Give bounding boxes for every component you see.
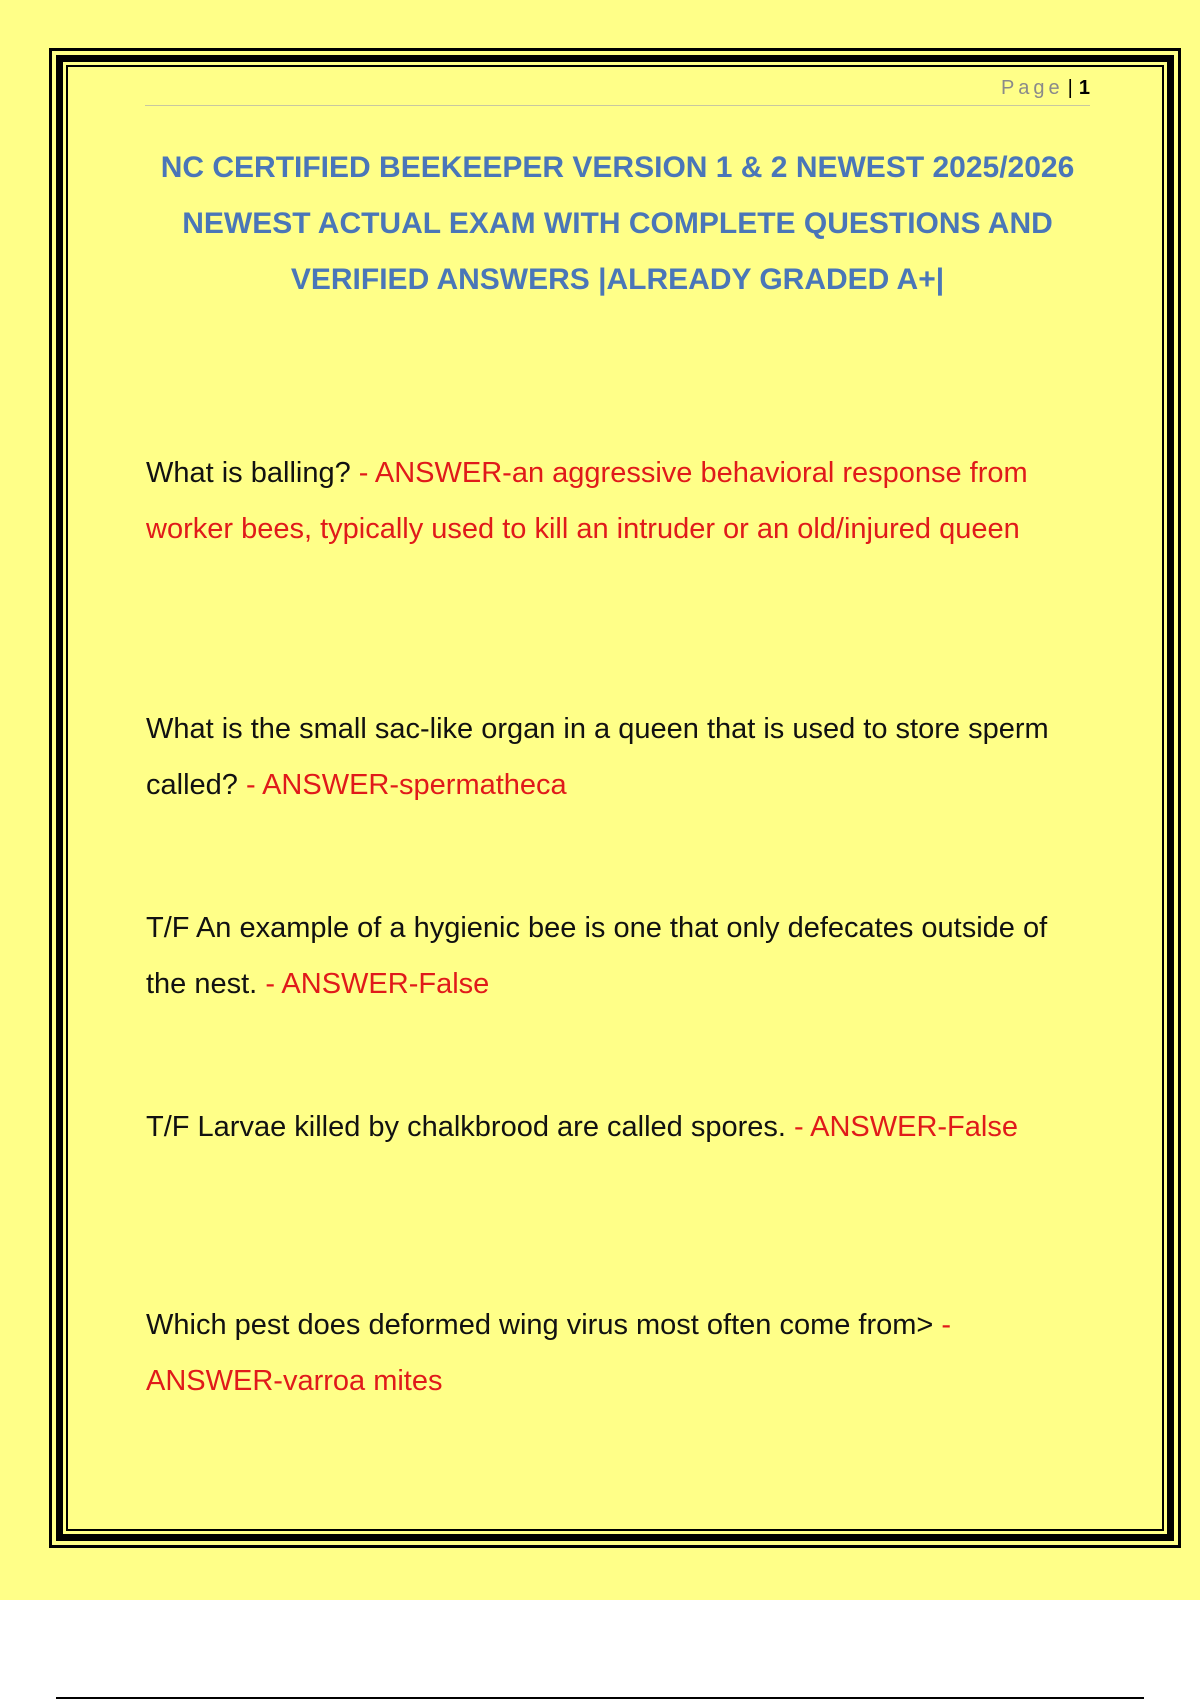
page-header [145,72,1090,106]
answer-text: - ANSWER-False [793,1111,1018,1143]
qa-item [146,701,1076,813]
qa-item [146,900,1076,1012]
question-text: T/F An example of a hygienic bee is one that only defecates outside of the nest. [146,912,1048,1000]
answer-text: - ANSWER-False [265,968,490,1000]
page-separator: | [1067,77,1073,99]
document-title: NC CERTIFIED BEEKEEPER VERSION 1 & 2 NEWEST 2025/2026 NEWEST ACTUAL EXAM WITH COMPLETE QUESTIONS AND VERIFIED ANSWERS |ALREADY GRADED A+| [160,151,1075,296]
answer-text: - ANSWER-spermatheca [245,769,567,801]
question-text: What is the small sac-like organ in a queen that is used to store sperm called? [146,713,1049,801]
answer-text: - ANSWER-an aggressive behavioral response from worker bees, typically used to kill an intruder or an old/injured queen [146,457,1028,545]
question-text: Which pest does deformed wing virus most often come from> [146,1309,942,1341]
qa-item [146,1099,1076,1155]
next-page-rule [56,1697,1144,1699]
page-label: Page [1000,77,1064,99]
question-text: T/F Larvae killed by chalkbrood are called spores. [146,1111,794,1143]
page-number: 1 [1078,77,1090,99]
qa-item [146,1297,1076,1409]
answer-text: - ANSWER-varroa mites [146,1309,952,1397]
qa-item [146,445,1076,557]
question-text: What is balling? [146,457,359,489]
